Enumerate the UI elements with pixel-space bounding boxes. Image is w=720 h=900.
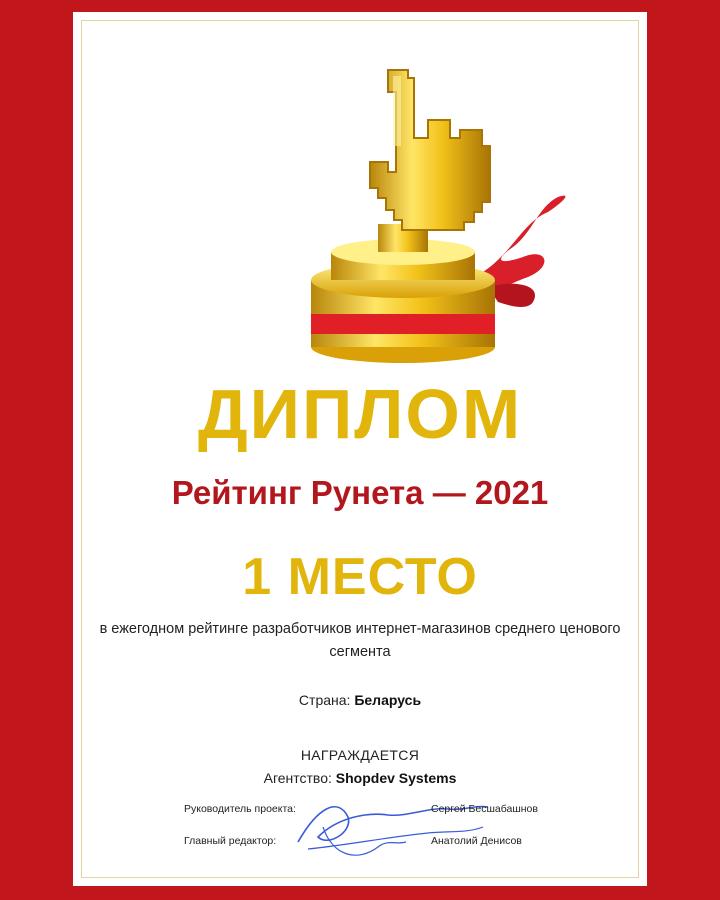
agency-line bbox=[73, 770, 647, 786]
trophy-cursor-hand-icon bbox=[283, 52, 573, 372]
place-title: 1 МЕСТО bbox=[242, 548, 478, 606]
agency-value: Shopdev Systems bbox=[335, 770, 457, 786]
description: в ежегодном рейтинге разработчиков интернет-магазинов среднего ценового сегмента bbox=[99, 621, 621, 660]
country-value: Беларусь bbox=[354, 692, 422, 708]
signature-image bbox=[278, 787, 498, 867]
diploma-title: ДИПЛОМ bbox=[197, 375, 523, 453]
diploma-sheet bbox=[73, 12, 647, 886]
rating-subtitle: Рейтинг Рунета — 2021 bbox=[171, 474, 549, 511]
signature-name: Сергей Бесшабашнов bbox=[431, 803, 538, 815]
agency-label: Агентство: bbox=[263, 770, 332, 786]
signature-role: Главный редактор: bbox=[184, 835, 277, 847]
country-line bbox=[73, 692, 647, 708]
country-label: Страна: bbox=[298, 692, 351, 708]
signature-role: Руководитель проекта: bbox=[184, 803, 296, 815]
signature-name: Анатолий Денисов bbox=[431, 835, 522, 847]
awarded-heading: НАГРАЖДАЕТСЯ bbox=[300, 747, 420, 763]
